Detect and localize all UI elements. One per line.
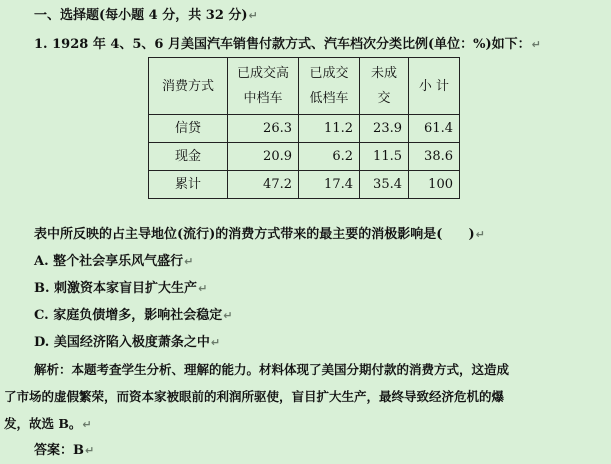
answer-line: 答案：B↵ xyxy=(34,443,95,458)
table-cell: 6.2 xyxy=(299,143,360,171)
option-b: B. 刺激资本家盲目扩大生产↵ xyxy=(34,281,208,296)
option-c: C. 家庭负债增多，影响社会稳定↵ xyxy=(34,308,233,323)
section-heading: 一、选择题(每小题 4 分，共 32 分)↵ xyxy=(34,8,258,23)
table-cell: 100 xyxy=(409,171,460,199)
question-prompt: 表中所反映的占主导地位(流行)的消费方式带来的最主要的消极影响是( )↵ xyxy=(34,227,485,242)
row-label: 累计 xyxy=(149,171,228,199)
row-label: 信贷 xyxy=(149,115,228,143)
table-cell: 38.6 xyxy=(409,143,460,171)
option-d: D. 美国经济陷入极度萧条之中↵ xyxy=(34,335,221,350)
table-cell: 61.4 xyxy=(409,115,460,143)
option-a: A. 整个社会享乐风气盛行↵ xyxy=(34,254,194,269)
answer-value: B xyxy=(73,443,85,458)
table-cell: 17.4 xyxy=(299,171,360,199)
analysis-label: 解析： xyxy=(34,362,72,377)
header-cell-unsold: 未成 交 xyxy=(360,58,409,115)
table-cell: 11.2 xyxy=(299,115,360,143)
header-cell-low: 已成交 低档车 xyxy=(299,58,360,115)
header-cell-subtotal: 小 计 xyxy=(409,58,460,115)
table-cell: 23.9 xyxy=(360,115,409,143)
question-stem: 1. 1928 年 4、5、6 月美国汽车销售付款方式、汽车档次分类比例(单位：%)如下：↵ xyxy=(34,37,541,52)
table-row xyxy=(149,115,460,143)
table-header-row xyxy=(149,58,460,115)
table-cell: 20.9 xyxy=(228,143,299,171)
question-text: 1928 年 4、5、6 月美国汽车销售付款方式、汽车档次分类比例(单位：%)如下： xyxy=(52,37,531,52)
data-table xyxy=(148,57,460,199)
header-cell-method: 消费方式 xyxy=(149,58,228,115)
table-row xyxy=(149,143,460,171)
row-label: 现金 xyxy=(149,143,228,171)
question-number: 1. xyxy=(34,37,48,52)
answer-label: 答案： xyxy=(34,443,74,458)
analysis-line-2: 了市场的虚假繁荣，而资本家被眼前的利润所驱使，盲目扩大生产，最终导致经济危机的爆 xyxy=(4,389,505,404)
table-cell: 11.5 xyxy=(360,143,409,171)
table-cell: 47.2 xyxy=(228,171,299,199)
table-cell: 26.3 xyxy=(228,115,299,143)
table-row xyxy=(149,171,460,199)
header-cell-high-mid: 已成交高 中档车 xyxy=(228,58,299,115)
analysis-line-1: 解析：本题考查学生分析、理解的能力。材料体现了美国分期付款的消费方式，这造成 xyxy=(34,362,510,377)
table-cell: 35.4 xyxy=(360,171,409,199)
analysis-line-3: 发，故选 B。↵ xyxy=(4,416,92,431)
